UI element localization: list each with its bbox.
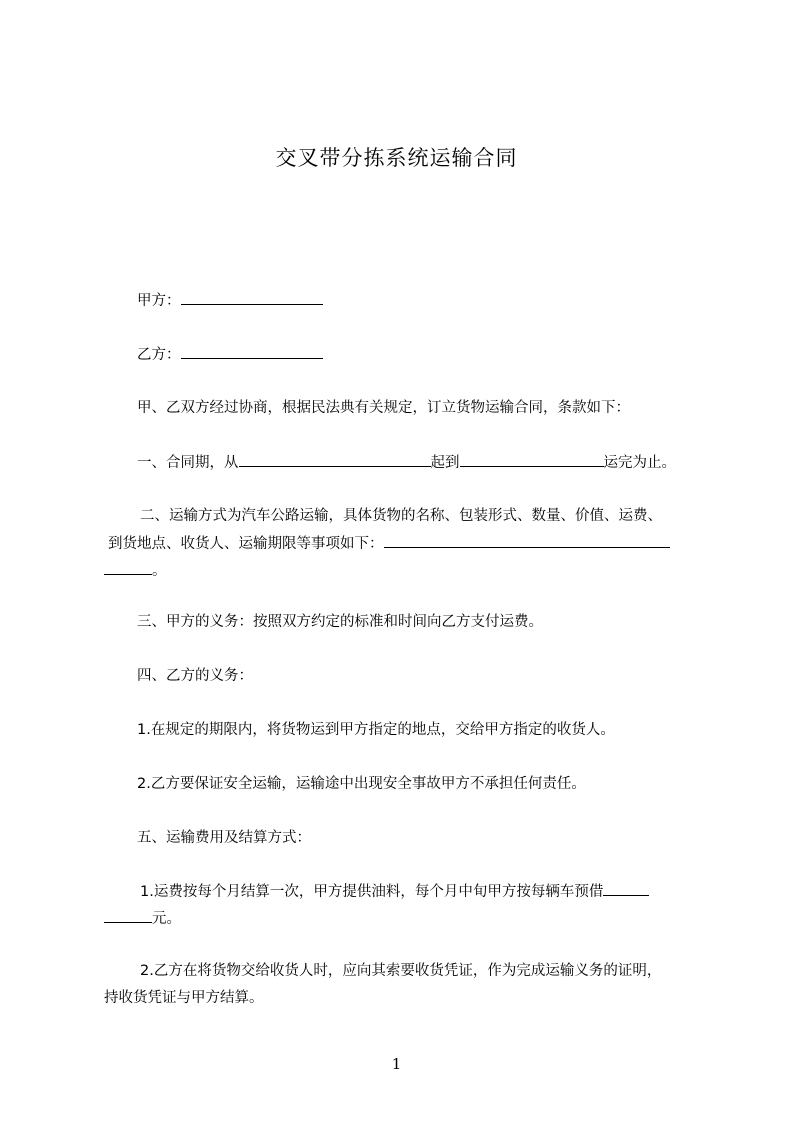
end-date-blank [460, 452, 604, 467]
cargo-details-blank [384, 533, 670, 548]
clause-2-line-2 [108, 533, 670, 554]
clause-3: 三、甲方的义务：按照双方约定的标准和时间向乙方支付运费。 [137, 614, 543, 630]
clause-5-item-1-line-1 [140, 881, 649, 902]
clause-5-item-2-line-1: 2.乙方在将货物交给收货人时，应向其索要收货凭证，作为完成运输义务的证明， [140, 963, 662, 979]
cargo-details-blank-cont [104, 560, 152, 575]
party-b-blank [181, 344, 323, 359]
intro-paragraph: 甲、乙双方经过协商，根据民法典有关规定，订立货物运输合同，条款如下： [137, 400, 630, 416]
party-b-line [137, 344, 323, 365]
clause-5-item-1-text: 1.运费按每个月结算一次，甲方提供油料，每个月中旬甲方按每辆车预借 [140, 884, 604, 900]
clause-5-item-2-line-2: 持收货凭证与甲方结算。 [104, 990, 264, 1006]
clause-4-heading: 四、乙方的义务： [137, 668, 253, 684]
clause-2-line-3 [104, 560, 167, 581]
advance-amount-blank-cont [104, 908, 152, 923]
clause-4-item-2: 2.乙方要保证安全运输，运输途中出现安全事故甲方不承担任何责任。 [137, 776, 586, 792]
advance-amount-blank [603, 881, 649, 896]
clause-1-text-b: 起到 [430, 455, 460, 471]
clause-2-end: 。 [152, 563, 167, 579]
party-a-label: 甲方： [137, 293, 181, 309]
clause-2-text: 到货地点、收货人、运输期限等事项如下： [108, 536, 384, 552]
clause-5-heading: 五、运输费用及结算方式： [137, 830, 311, 846]
clause-1-text-a: 一、合同期，从 [137, 455, 239, 471]
clause-5-item-1-line-2 [104, 908, 181, 929]
party-a-blank [181, 290, 323, 305]
clause-5-item-1-end: 元。 [152, 911, 181, 927]
clause-2-line-1: 二、运输方式为汽车公路运输，具体货物的名称、包装形式、数量、价值、运费、 [140, 508, 662, 524]
clause-1-text-c: 运完为止。 [603, 455, 676, 471]
party-b-label: 乙方： [137, 347, 181, 363]
clause-4-item-1: 1.在规定的期限内，将货物运到甲方指定的地点，交给甲方指定的收货人。 [137, 722, 615, 738]
party-a-line [137, 290, 323, 311]
page-number: 1 [391, 1055, 402, 1073]
clause-1 [137, 452, 676, 473]
document-title: 交叉带分拣系统运输合同 [275, 146, 518, 170]
start-date-blank [239, 452, 431, 467]
